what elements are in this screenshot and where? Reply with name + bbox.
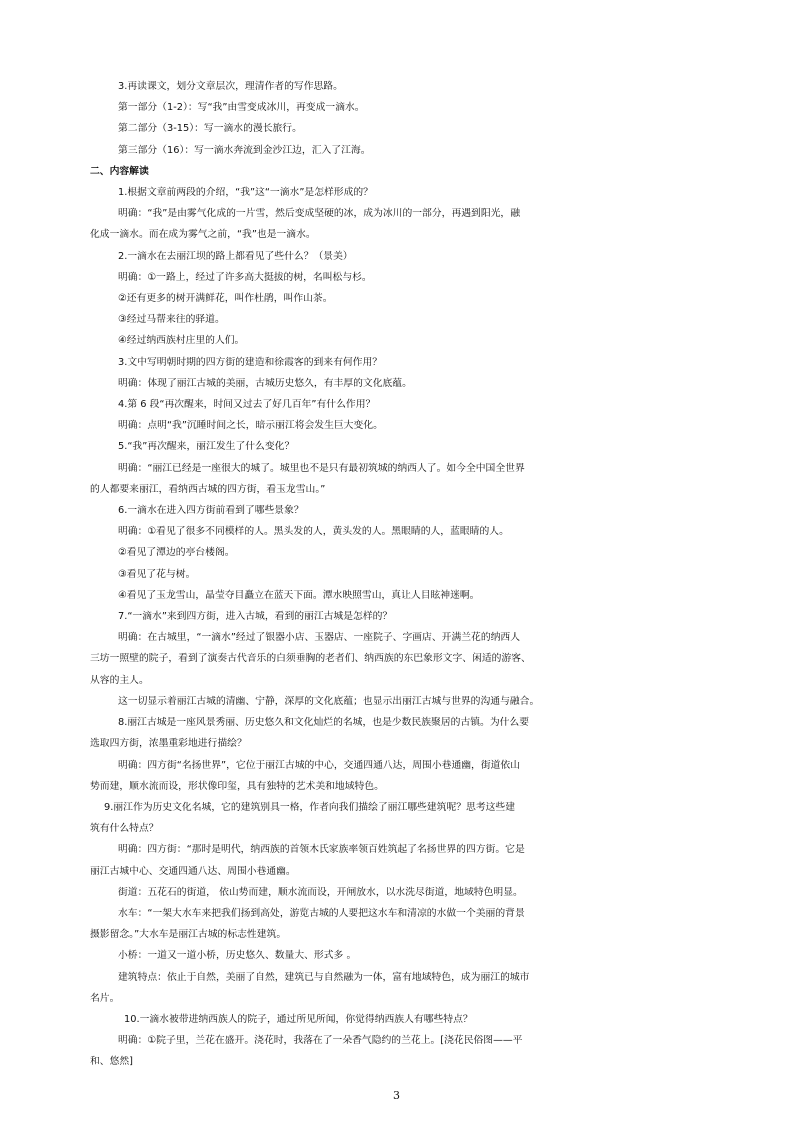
text-line: 6.一滴水在进入四方街前看到了哪些景象？ <box>118 505 304 517</box>
text-line: 8.丽江古城是一座风景秀丽、历史悠久和文化灿烂的名城，也是少数民族聚居的古镇。为什么要 <box>118 717 530 729</box>
text-line: 水车：“一架大水车来把我们扬到高处，游览古城的人要把这水车和清凉的水做一个美丽的背景 <box>118 907 525 919</box>
text-line: 3.再读课文，划分文章层次，理清作者的写作思路。 <box>118 81 343 92</box>
text-line: 2.一滴水在去丽江坝的路上都看见了些什么？（景美） <box>118 250 353 262</box>
text-line: ②看见了潭边的亭台楼阁。 <box>118 547 235 559</box>
text-line: 小桥：一道又一道小桥，历史悠久、数量大、形式多 。 <box>118 950 357 962</box>
text-line: 筑有什么特点？ <box>90 823 159 835</box>
text-line: 和、悠然] <box>90 1056 134 1068</box>
text-line: ③看见了花与树。 <box>118 568 196 580</box>
text-line: 第一部分（1-2）：写“我”由雪变成冰川，再变成一滴水。 <box>118 102 365 114</box>
page-body <box>0 76 793 1073</box>
text-line: 明确：点明“我”沉睡时间之长，暗示丽江将会发生巨大变化。 <box>118 420 383 432</box>
text-line: 明确：①一路上，经过了许多高大挺拔的树，名叫松与杉。 <box>118 271 372 283</box>
section-heading: 二、内容解读 <box>90 165 149 177</box>
text-line: 第三部分（16）：写一滴水奔流到金沙江边，汇入了江海。 <box>118 144 371 156</box>
page-number: 3 <box>393 1089 400 1102</box>
text-line: 3.文中写明朝时期的四方街的建造和徐霞客的到来有何作用？ <box>118 356 383 368</box>
text-line: 这一切显示着丽江古城的清幽、宁静，深厚的文化底蕴；也显示出丽江古城与世界的沟通与融合。 <box>118 695 540 707</box>
text-line: 的人都要来丽江，看纳西古城的四方街，看玉龙雪山。” <box>90 483 326 495</box>
text-line: 7.“一滴水”来到四方街，进入古城，看到的丽江古城是怎样的？ <box>118 611 393 623</box>
text-line: 明确：在古城里，“一滴水”经过了银器小店、玉器店、一座院子、字画店、开满兰花的纳西人 <box>118 632 521 644</box>
text-line: 从容的主人。 <box>90 674 149 686</box>
text-line: 建筑特点：依止于自然，美丽了自然，建筑已与自然融为一体，富有地域特色，成为丽江的城市 <box>118 971 530 983</box>
text-line: 明确：四方街：“那时是明代，纳西族的首领木氏家族率领百姓筑起了名扬世界的四方街。它是 <box>118 844 525 856</box>
text-line: 明确：“我”是由雾气化成的一片雪，然后变成坚硬的冰，成为冰川的一部分，再遇到阳光，融 <box>118 208 521 220</box>
text-line: ④经过纳西族村庄里的人们。 <box>118 335 245 347</box>
text-line: 明确：体现了丽江古城的美丽，古城历史悠久，有丰厚的文化底蕴。 <box>118 377 412 389</box>
text-line: 三坊一照壁的院子，看到了演奏古代音乐的白须垂胸的老者们、纳西族的东巴象形文字、闲适的游客、 <box>90 653 531 665</box>
text-line: 名片。 <box>90 992 120 1004</box>
text-line: ④看见了玉龙雪山，晶莹夺目矗立在蓝天下面。潭水映照雪山，真让人目眩神迷啊。 <box>118 589 480 601</box>
text-line: 街道：五花石的街道， 依山势而建，顺水流而设，开闸放水，以水洗尽街道，地域特色明显。 <box>118 886 523 898</box>
text-line: 1.根据文章前两段的介绍，“我”这“一滴水”是怎样形成的？ <box>118 187 373 199</box>
text-line: 明确：“丽江已经是一座很大的城了。城里也不是只有最初筑城的纳西人了。如今全中国全世界 <box>118 462 525 474</box>
text-line: 势而建，顺水流而设，形状像印玺，具有独特的艺术美和地域特色。 <box>90 780 384 792</box>
text-line: ②还有更多的树开满鲜花，叫作杜鹃，叫作山茶。 <box>118 293 333 305</box>
text-line: 明确：①院子里，兰花在盛开。浇花时，我落在了一朵香气隐约的兰花上。[浇花民俗图——平 <box>118 1035 523 1047</box>
text-line: 明确：四方街“名扬世界”，它位于丽江古城的中心，交通四通八达，周围小巷通幽，街道依山 <box>118 759 521 771</box>
text-line: 第二部分（3-15）：写一滴水的漫长旅行。 <box>118 123 302 135</box>
text-line: ③经过马帮来往的驿道。 <box>118 314 225 326</box>
text-line: 明确：①看见了很多不同模样的人。黑头发的人，黄头发的人。黑眼睛的人，蓝眼睛的人。 <box>118 526 509 538</box>
text-line: 9.丽江作为历史文化名城，它的建筑别具一格，作者向我们描绘了丽江哪些建筑呢？思考这些建 <box>104 801 516 813</box>
text-line: 4.第 6 段“再次醒来，时间又过去了好几百年”有什么作用？ <box>118 399 376 411</box>
text-line: 5.“我”再次醒来，丽江发生了什么变化？ <box>118 441 295 453</box>
text-line: 丽江古城中心、交通四通八达、周围小巷通幽。 <box>90 865 296 877</box>
text-line: 10.一滴水被带进纳西族人的院子，通过所见所闻，你觉得纳西族人有哪些特点？ <box>124 1013 473 1025</box>
text-line: 摄影留念。”大水车是丽江古城的标志性建筑。 <box>90 929 287 941</box>
text-line: 化成一滴水。而在成为雾气之前，“我”也是一滴水。 <box>90 229 316 241</box>
text-line: 选取四方街，浓墨重彩地进行描绘？ <box>90 738 247 750</box>
